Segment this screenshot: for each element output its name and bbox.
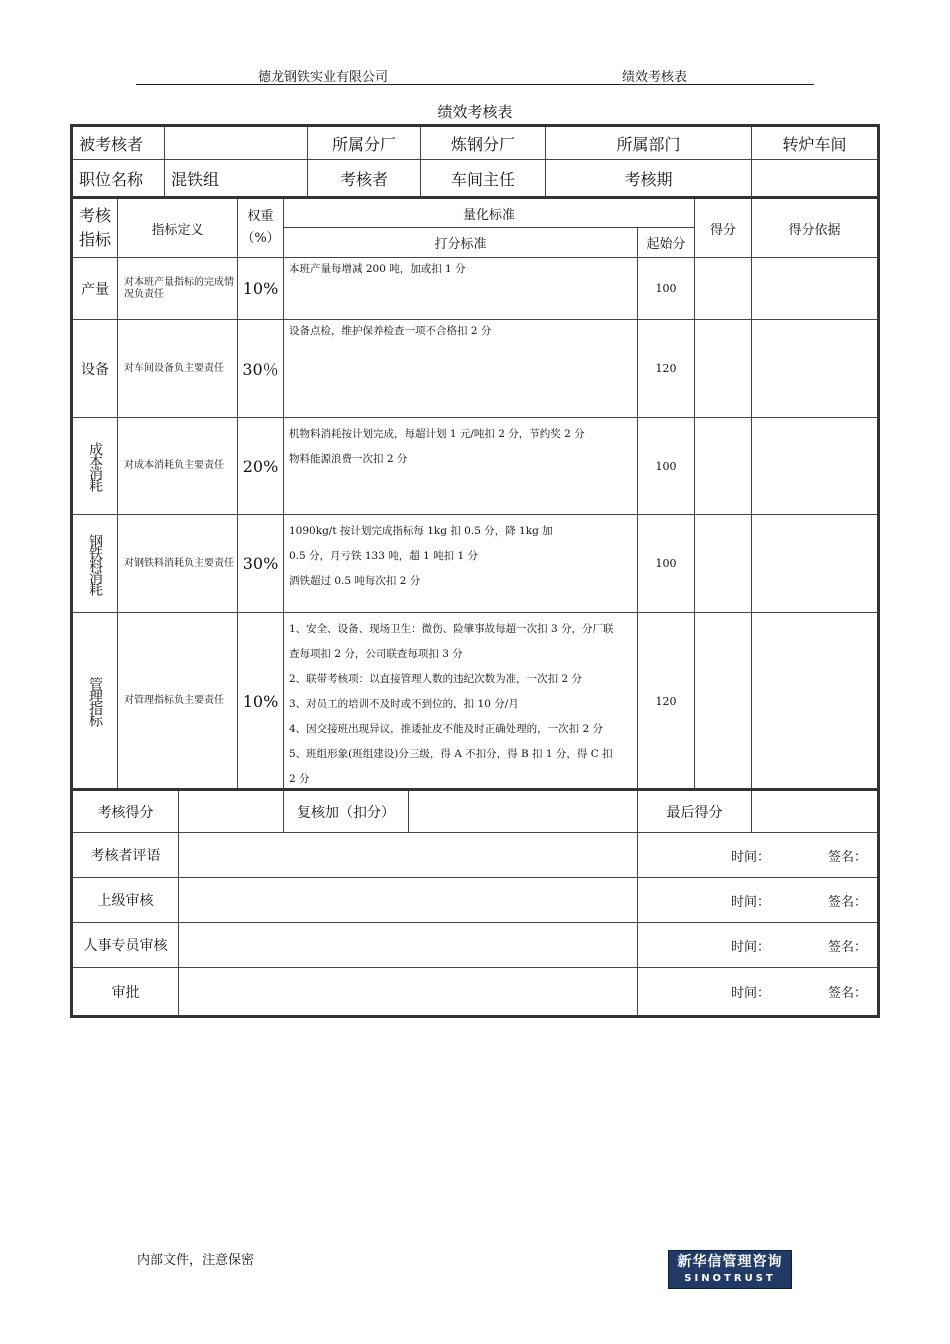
sign-label: 签名：	[828, 849, 868, 865]
indicator-name: 钢铁料消耗	[87, 533, 103, 594]
assessment-table	[70, 124, 880, 1018]
supervisor-sign	[638, 878, 877, 923]
indicator-weight: 10%	[238, 613, 284, 790]
review-label: 复核加（扣分）	[284, 791, 409, 833]
criteria-line: 1090kg/t 按计划完成指标每 1kg 扣 0.5 分，降 1kg 加	[289, 525, 553, 537]
confidential-note: 内部文件，注意保密	[137, 1253, 255, 1268]
comment-sign	[638, 833, 877, 878]
indicator-start: 100	[638, 418, 695, 515]
period-label: 考核期	[546, 160, 752, 199]
score-cell[interactable]	[695, 320, 752, 418]
indicator-definition: 对本班产量指标的完成情况负责任	[118, 258, 238, 320]
indicator-name: 产量	[73, 258, 118, 320]
basis-cell[interactable]	[752, 418, 877, 515]
header-doc-name: 绩效考核表	[622, 70, 688, 85]
indicator-start: 120	[638, 613, 695, 790]
logo-cn-text: 新华信管理咨询	[677, 1254, 783, 1270]
sinotrust-logo	[668, 1250, 792, 1289]
supervisor-review-field[interactable]	[179, 878, 638, 923]
position-value[interactable]: 混铁组	[165, 160, 308, 199]
basis-cell[interactable]	[752, 258, 877, 320]
comment-label: 考核者评语	[73, 833, 179, 878]
header-rule	[136, 84, 814, 85]
header-company: 德龙钢铁实业有限公司	[258, 70, 389, 85]
indicator-name: 设备	[73, 320, 118, 418]
criteria-line: 设备点检，维护保养检查一项不合格扣 2 分	[289, 325, 492, 337]
hr-review-label: 人事专员审核	[73, 923, 179, 968]
time-label: 时间：	[731, 849, 771, 865]
criteria-line: 0.5 分，月亏铁 133 吨，超 1 吨扣 1 分	[289, 550, 478, 562]
col-start: 起始分	[638, 228, 695, 258]
indicator-weight: 30%	[238, 515, 284, 613]
criteria-line: 5、班组形象(班组建设)分三级，得 A 不扣分，得 B 扣 1 分，得 C 扣	[289, 748, 613, 760]
approval-field[interactable]	[179, 968, 638, 1015]
basis-cell[interactable]	[752, 613, 877, 790]
branch-value[interactable]: 炼钢分厂	[421, 127, 546, 160]
col-basis: 得分依据	[752, 199, 877, 258]
indicator-criteria	[284, 515, 638, 613]
time-label: 时间：	[731, 939, 771, 955]
basis-cell[interactable]	[752, 515, 877, 613]
final-score-value[interactable]	[752, 791, 877, 833]
sign-label: 签名：	[828, 986, 868, 1001]
total-score-value[interactable]	[179, 791, 284, 833]
basis-cell[interactable]	[752, 320, 877, 418]
score-cell[interactable]	[695, 418, 752, 515]
indicator-criteria	[284, 418, 638, 515]
period-value[interactable]	[752, 160, 877, 199]
time-label: 时间：	[731, 986, 771, 1001]
col-weight	[238, 199, 284, 258]
indicator-definition: 对成本消耗负主要责任	[118, 418, 238, 515]
indicator-name-cell	[73, 613, 118, 790]
final-score-label: 最后得分	[638, 791, 752, 833]
criteria-line: 3、对员工的培训不及时或不到位的，扣 10 分/月	[289, 698, 519, 710]
time-label: 时间：	[731, 894, 771, 910]
branch-label: 所属分厂	[308, 127, 421, 160]
col-quant: 量化标准	[284, 199, 695, 228]
position-label: 职位名称	[73, 160, 165, 199]
indicator-weight: 20%	[238, 418, 284, 515]
col-weight-label: 权重	[247, 209, 274, 224]
criteria-line: 洒铁超过 0.5 吨每次扣 2 分	[289, 575, 421, 587]
approval-label: 审批	[73, 968, 179, 1015]
criteria-line: 查每项扣 2 分，公司联查每项扣 3 分	[289, 648, 463, 660]
indicator-start: 120	[638, 320, 695, 418]
approval-sign	[638, 968, 877, 1015]
hr-review-field[interactable]	[179, 923, 638, 968]
indicator-name-cell	[73, 418, 118, 515]
indicator-name: 成本消耗	[87, 442, 103, 490]
dept-label: 所属部门	[546, 127, 752, 160]
score-cell[interactable]	[695, 515, 752, 613]
indicator-criteria	[284, 320, 638, 418]
total-score-label: 考核得分	[73, 791, 179, 833]
indicator-weight: 10%	[238, 258, 284, 320]
indicator-definition: 对车间设备负主要责任	[118, 320, 238, 418]
indicator-criteria	[284, 613, 638, 790]
indicator-weight: 30％	[238, 320, 284, 418]
col-score: 得分	[695, 199, 752, 258]
assessee-label: 被考核者	[73, 127, 165, 160]
indicator-definition: 对钢铁料消耗负主要责任	[118, 515, 238, 613]
col-weight-unit: （%）	[241, 231, 280, 246]
logo-en-text: SINOTRUST	[684, 1273, 776, 1284]
hr-sign	[638, 923, 877, 968]
criteria-line: 1、安全、设备、现场卫生：微伤、险肇事故每超一次扣 3 分，分厂联	[289, 623, 614, 635]
assessee-value[interactable]	[165, 127, 308, 160]
criteria-line: 2、联带考核项：以直接管理人数的违纪次数为准，一次扣 2 分	[289, 673, 583, 685]
criteria-line: 4、因交接班出现异议，推诿扯皮不能及时正确处理的，一次扣 2 分	[289, 723, 604, 735]
indicator-criteria	[284, 258, 638, 320]
indicator-name: 管理指标	[87, 677, 103, 725]
indicator-name-cell	[73, 515, 118, 613]
score-cell[interactable]	[695, 258, 752, 320]
page-title: 绩效考核表	[437, 103, 513, 121]
col-scoring: 打分标准	[284, 228, 638, 258]
col-definition: 指标定义	[118, 199, 238, 258]
indicator-start: 100	[638, 515, 695, 613]
dept-value[interactable]: 转炉车间	[752, 127, 877, 160]
sign-label: 签名：	[828, 894, 868, 910]
criteria-line: 2 分	[289, 773, 310, 785]
indicator-start: 100	[638, 258, 695, 320]
criteria-line: 本班产量每增减 200 吨，加或扣 1 分	[289, 263, 466, 275]
indicator-definition: 对管理指标负主要责任	[118, 613, 238, 790]
supervisor-review-label: 上级审核	[73, 878, 179, 923]
criteria-line: 机物料消耗按计划完成，每超计划 1 元/吨扣 2 分，节约奖 2 分	[289, 428, 585, 440]
assessor-label: 考核者	[308, 160, 421, 199]
comment-field[interactable]	[179, 833, 638, 878]
col-indicator: 考核指标	[73, 199, 118, 258]
score-cell[interactable]	[695, 613, 752, 790]
sign-label: 签名：	[828, 939, 868, 955]
criteria-line: 物料能源浪费一次扣 2 分	[289, 453, 408, 465]
review-value[interactable]	[409, 791, 638, 833]
assessor-value[interactable]: 车间主任	[421, 160, 546, 199]
